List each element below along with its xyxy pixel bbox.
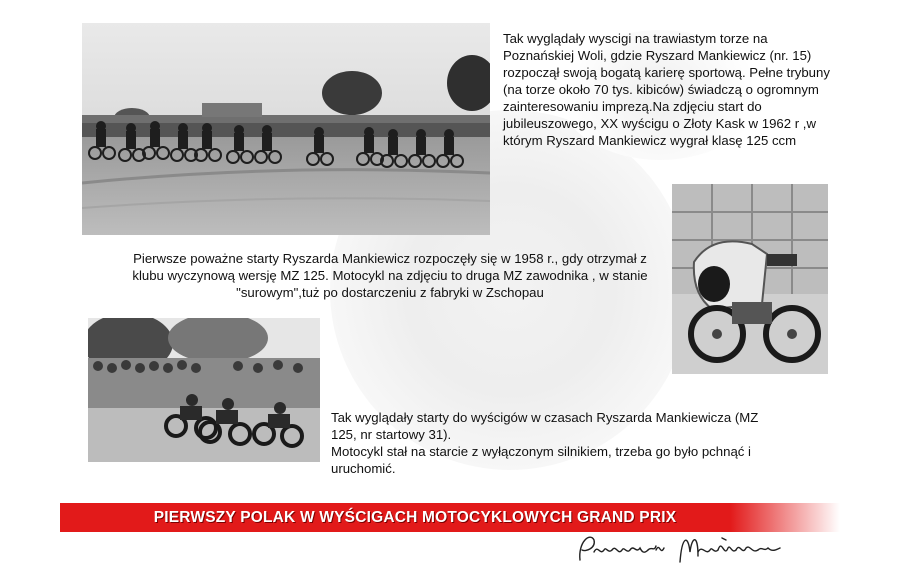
mz-125-motorcycle-photo: [672, 184, 828, 374]
caption-race-starts-line2: Motocykl stał na starcie z wyłączonym silnikiem, trzeba go było pchnąć i uruchomić.: [331, 444, 751, 476]
caption-race-starts-line1: Tak wyglądały starty do wyścigów w czasach Ryszarda Mankiewicza (MZ 125, nr startowy 31).: [331, 410, 759, 442]
banner-title: PIERWSZY POLAK W WYŚCIGACH MOTOCYKLOWYCH GRAND PRIX: [153, 509, 677, 526]
caption-grass-track: Tak wyglądały wyscigi na trawiastym torze na Poznańskiej Woli, gdzie Ryszard Mankiewicz (nr. 15) rozpoczął swoją bogatą karierę sportową. Pełne trybuny (na torze około 70 tys. kibiców) świadczą o ogromnym zainteresowaniu imprezą.Na zdjęciu start do jubileuszowego, XX wyścigu o Złoty Kask w 1962 r ,w którym Ryszard Mankiewicz wygrał klasę 125 ccm: [503, 31, 830, 148]
grass-track-race-start-photo: [82, 23, 490, 235]
caption-first-races: Pierwsze poważne starty Ryszarda Mankiewicz rozpoczęły się w 1958 r., gdy otrzymał z klubu wyczynową wersję MZ 125. Motocykl na zdjęciu to druga MZ zawodnika , w stanie "surowym",tuż po dostarczeniu z fabryki w Zschopau: [132, 251, 648, 300]
handwritten-signature: [572, 522, 792, 572]
caption-race-starts: [331, 409, 761, 477]
race-start-grid-photo: [88, 318, 320, 462]
